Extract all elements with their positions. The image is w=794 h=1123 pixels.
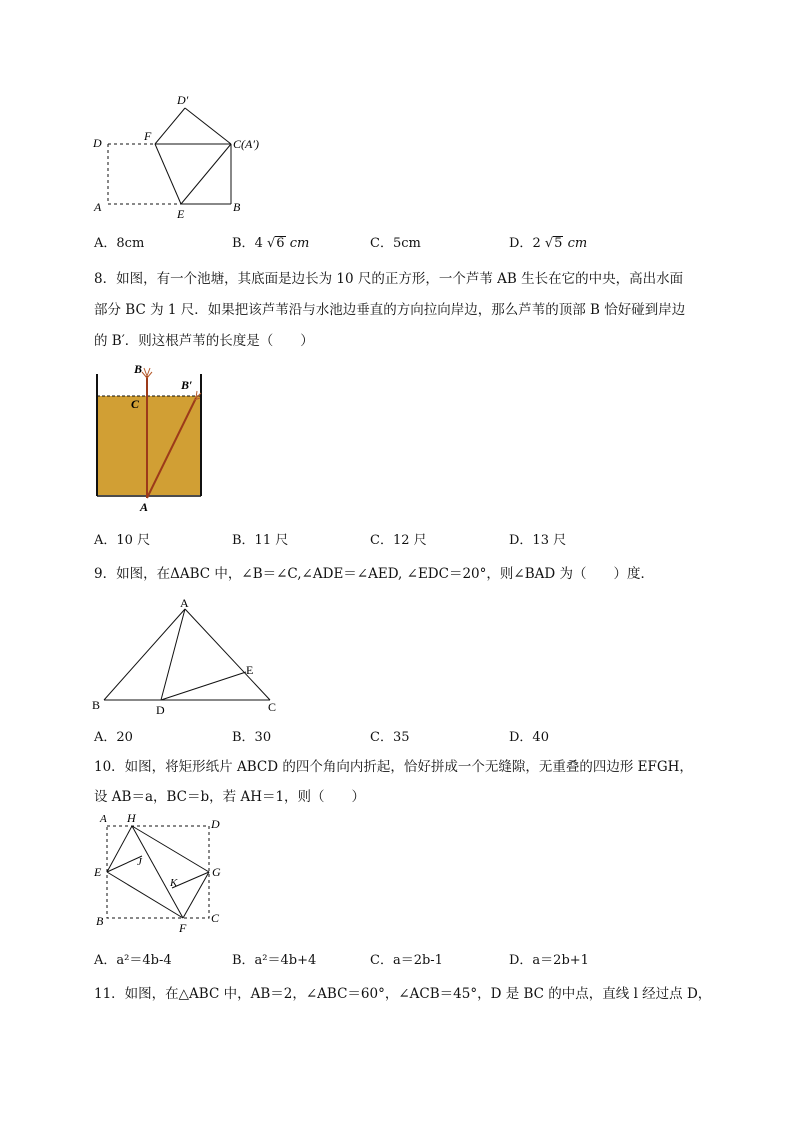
q10-line1: 10．如图，将矩形纸片 ABCD 的四个角向内折起，恰好拼成一个无缝隙，无重叠的四边形 EFGH， (94, 759, 693, 775)
q8-figure (90, 360, 215, 515)
q7-option-c[interactable]: C．5cm (370, 236, 421, 251)
sqrt-symbol: √ (266, 236, 276, 251)
label-k: K (170, 877, 178, 889)
q10-option-a[interactable]: A．a²＝4b-4 (94, 953, 172, 968)
label-b: B (92, 698, 101, 712)
label-e: E (94, 865, 102, 879)
label-b-prime: B′ (181, 378, 193, 392)
label-b: B (233, 200, 241, 214)
label-a: A (94, 200, 102, 214)
q8-line2: 部分 BC 为 1 尺．如果把该芦苇沿与水池边垂直的方向拉向岸边，那么芦苇的顶部 B 恰好碰到岸边 (94, 302, 686, 318)
q11-line1: 11．如图，在△ABC 中，AB＝2，∠ABC＝60°，∠ACB＝45°，D 是 BC 的中点，直线 l 经过点 D， (94, 986, 712, 1002)
label-c: C (131, 397, 140, 411)
label-b: B (96, 914, 104, 928)
label-f: F (144, 129, 152, 143)
label-d-prime: D′ (177, 93, 189, 107)
q7-option-a[interactable]: A．8cm (94, 236, 145, 251)
label-e: E (177, 207, 185, 221)
q9-option-b[interactable]: B．30 (232, 730, 272, 745)
label-g: G (212, 865, 221, 879)
q7-option-b[interactable]: B．4 √6 cm (232, 236, 310, 251)
pond-water (97, 396, 201, 495)
q9-option-a[interactable]: A．20 (94, 730, 133, 745)
label-c: C(A′) (233, 137, 259, 151)
label-d: D (93, 136, 102, 150)
q10-line2: 设 AB＝a，BC＝b，若 AH＝1，则（ ） (94, 789, 366, 805)
q9-line1: 9．如图，在ΔABC 中，∠B＝∠C,∠ADE＝∠AED, ∠EDC＝20°，则∠BAD 为（ ）度． (94, 566, 654, 582)
q8-line1: 8．如图，有一个池塘，其底面是边长为 10 尺的正方形，一个芦苇 AB 生长在它的中央，高出水面 (94, 271, 684, 287)
q8-option-c[interactable]: C．12 尺 (370, 533, 427, 548)
q10-option-c[interactable]: C．a＝2b-1 (370, 953, 443, 968)
q10-option-b[interactable]: B．a²＝4b+4 (232, 953, 317, 968)
q9-option-c[interactable]: C．35 (370, 730, 410, 745)
q7-option-d[interactable]: D．2 √5 cm (509, 236, 588, 251)
label-c: C (268, 700, 277, 714)
label-d: D (156, 703, 165, 717)
label-f: F (179, 921, 187, 935)
label-a: A (140, 500, 149, 514)
label-h: H (127, 811, 136, 825)
label-c: C (211, 911, 220, 925)
q8-option-d[interactable]: D．13 尺 (509, 533, 567, 548)
q10-option-d[interactable]: D．a＝2b+1 (509, 953, 589, 968)
label-d: D (211, 817, 220, 831)
q8-line3: 的 B′．则这根芦苇的长度是（ ） (94, 333, 314, 349)
label-a: A (100, 813, 107, 825)
q9-option-d[interactable]: D．40 (509, 730, 549, 745)
q7-figure (88, 88, 278, 223)
q10-figure (90, 808, 230, 936)
label-b: B (134, 362, 143, 376)
sqrt-symbol: √ (544, 236, 554, 251)
q8-option-a[interactable]: A．10 尺 (94, 533, 151, 548)
label-e: E (246, 663, 254, 677)
q8-option-b[interactable]: B．11 尺 (232, 533, 289, 548)
q9-figure (88, 593, 288, 718)
label-a: A (180, 596, 189, 610)
label-j: J (137, 856, 142, 868)
